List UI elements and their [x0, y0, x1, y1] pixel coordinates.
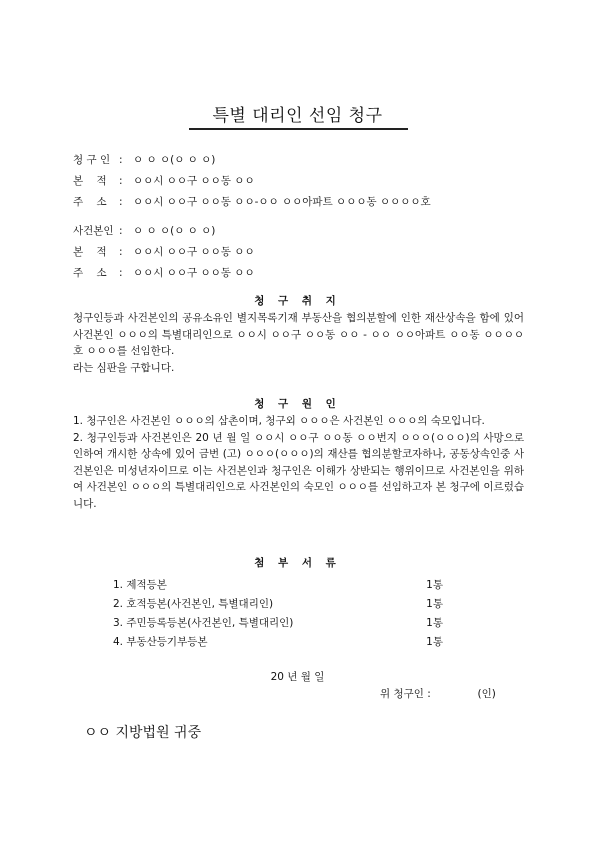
principal-domicile-row: [73, 242, 255, 263]
claimant-address-label: 주 소: [73, 196, 107, 208]
attachment-name: 3. 주민등록등본(사건본인, 특별대리인): [113, 617, 294, 629]
document-title: 특별 대리인 선임 청구: [212, 106, 383, 126]
claimant-name-label: 청 구 인: [73, 154, 111, 166]
title-underline: [189, 128, 408, 130]
claimant-name-value: ㅇ ㅇ ㅇ(ㅇ ㅇ ㅇ): [133, 154, 216, 166]
attachment-count: 1통: [426, 636, 443, 648]
claimant-name-row: [73, 150, 431, 171]
attachment-item: [113, 633, 443, 652]
court-addressee: ㅇㅇ 지방법원 귀중: [84, 725, 202, 741]
principal-name-label: 사건본인: [73, 225, 114, 237]
claimant-domicile-label: 본 적: [73, 175, 107, 187]
purpose-body: [73, 310, 524, 376]
principal-address-label: 주 소: [73, 267, 107, 279]
attachment-name: 4. 부동산등기부등본: [113, 636, 208, 648]
claimant-address-value: ㅇㅇ시 ㅇㅇ구 ㅇㅇ동 ㅇㅇ-ㅇㅇ ㅇㅇ아파트 ㅇㅇㅇ동 ㅇㅇㅇㅇ호: [133, 196, 431, 208]
claimant-address-row: [73, 192, 431, 213]
attachment-name: 1. 제적등본: [113, 579, 167, 591]
cause-body: [73, 413, 524, 512]
claimant-domicile-value: ㅇㅇ시 ㅇㅇ구 ㅇㅇ동 ㅇㅇ: [133, 175, 255, 187]
principal-name-value: ㅇ ㅇ ㅇ(ㅇ ㅇ ㅇ): [133, 225, 216, 237]
attachment-item: [113, 576, 443, 595]
cause-item-1: 1. 청구인은 사건본인 ㅇㅇㅇ의 삼촌이며, 청구외 ㅇㅇㅇ은 사건본인 ㅇㅇㅇ의 숙모입니다.: [73, 415, 485, 427]
filing-date: 20 년 월 일: [270, 671, 325, 683]
purpose-paragraph: 청구인등과 사건본인의 공유소유인 별지목록기재 부동산을 협의분할에 인한 재산상속을 함에 있어 사건본인 ㅇㅇㅇ의 특별대리인으로 ㅇㅇ시 ㅇㅇ구 ㅇㅇ동 ㅇㅇ - ㅇㅇ ㅇㅇ아파트 ㅇㅇ동 ㅇㅇㅇㅇ호 ㅇㅇㅇ를 선임한다.: [73, 312, 524, 357]
colon: :: [119, 196, 123, 208]
principal-block: [73, 221, 255, 284]
principal-domicile-value: ㅇㅇ시 ㅇㅇ구 ㅇㅇ동 ㅇㅇ: [133, 246, 255, 258]
colon: :: [119, 267, 123, 279]
cause-item-2: 2. 청구인등과 사건본인은 20 년 월 일 ㅇㅇ시 ㅇㅇ구 ㅇㅇ동 ㅇㅇ번지 ㅇㅇㅇ(ㅇㅇㅇ)의 사망으로 인하여 개시한 상속에 있어 금번 (고) ㅇㅇㅇ(ㅇㅇㅇ)의 재산를 협의분할코자하나, 공동상속인중 사건본인은 미성년자이므로 이는 사건본인과 청구인은 이해가 상반되는 행위이므로 사건본인을 위하여 사건본인 ㅇㅇㅇ의 특별대리인으로 사건본인의 숙모인 ㅇㅇㅇ를 선임하고자 본 청구에 이르렀습니다.: [73, 431, 524, 510]
principal-address-value: ㅇㅇ시 ㅇㅇ구 ㅇㅇ동 ㅇㅇ: [133, 267, 255, 279]
attachment-item: [113, 614, 443, 633]
purpose-closing: 라는 심판을 구합니다.: [73, 361, 175, 374]
colon: :: [119, 246, 123, 258]
principal-address-row: [73, 263, 255, 284]
attachment-count: 1통: [426, 617, 443, 629]
attachment-item: [113, 595, 443, 614]
colon: :: [119, 175, 123, 187]
claimant-domicile-row: [73, 171, 431, 192]
cause-heading: 청 구 원 인: [254, 398, 341, 410]
colon: :: [119, 225, 123, 237]
principal-domicile-label: 본 적: [73, 246, 107, 258]
attachment-name: 2. 호적등본(사건본인, 특별대리인): [113, 598, 274, 610]
claimant-signature-line: 위 청구인 : (인): [380, 688, 496, 700]
attachments-list: [113, 576, 443, 652]
attachment-count: 1통: [426, 579, 443, 591]
principal-name-row: [73, 221, 255, 242]
attachment-count: 1통: [426, 598, 443, 610]
colon: :: [119, 154, 123, 166]
purpose-heading: 청 구 취 지: [254, 295, 341, 307]
claimant-block: [73, 150, 431, 213]
attachments-heading: 첨 부 서 류: [254, 557, 341, 569]
